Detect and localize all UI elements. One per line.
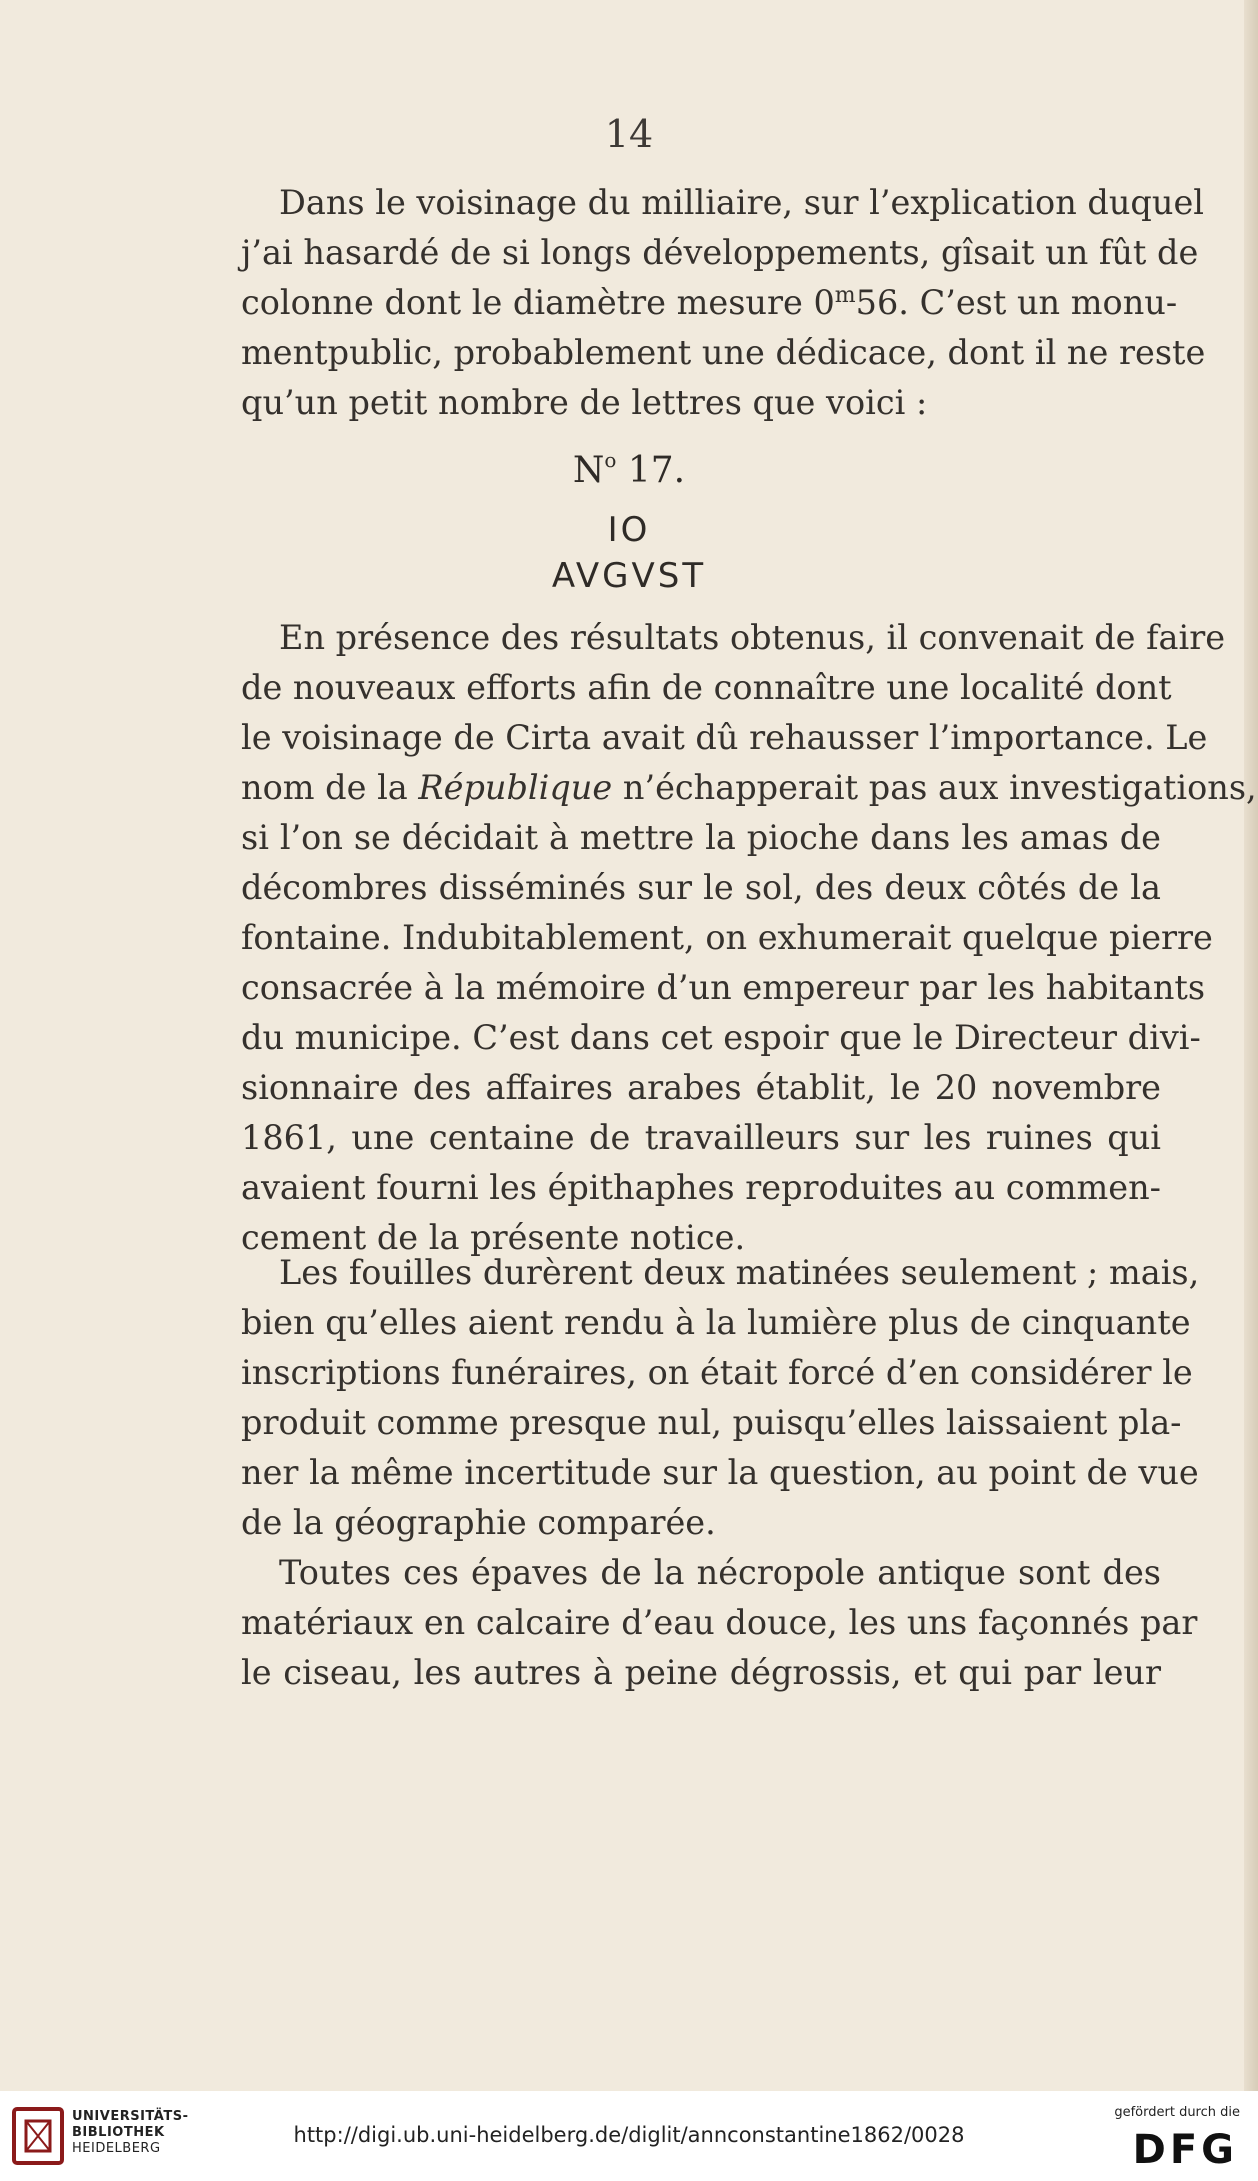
italic-republique: République (418, 768, 613, 807)
text-line: le ciseau, les autres à peine dégrossis, et qui par leur (241, 1653, 1161, 1692)
text-line: de nouveaux efforts afin de connaître une localité dont (241, 668, 1172, 707)
text-line: matériaux en calcaire d’eau douce, les uns façonnés par (241, 1603, 1198, 1642)
inscription-line-1: IO (607, 510, 651, 550)
paragraph-2 (241, 613, 1257, 1263)
viewer-footer (0, 2091, 1258, 2181)
text-line: cement de la présente notice. (241, 1218, 746, 1257)
text-line: ner la même incertitude sur la question, au point de vue (241, 1453, 1199, 1492)
text-line: mentpublic, probablement une dédicace, dont il ne reste (241, 333, 1206, 372)
text-line: nom de la République n’échapperait pas aux investigations, (241, 768, 1257, 807)
inscription-number: $N^o$ 17. (572, 448, 686, 491)
sponsor-label: gefördert durch die (1114, 2105, 1240, 2120)
text-line: avaient fourni les épithaphes reproduites au commen- (241, 1168, 1161, 1207)
text-line: colonne dont le diamètre mesure 0$^m$56. C’est un monu- (241, 282, 1178, 322)
text-line: Dans le voisinage du milliaire, sur l’explication duquel (279, 183, 1204, 222)
text-line: consacrée à la mémoire d’un empereur par les habitants (241, 968, 1206, 1007)
text-line: inscriptions funéraires, on était forcé d’en considérer le (241, 1353, 1193, 1392)
paragraph-4 (241, 1548, 1198, 1698)
text-line: j’ai hasardé de si longs développements, gîsait un fût de (241, 233, 1199, 272)
text-line: En présence des résultats obtenus, il convenait de faire (279, 618, 1226, 657)
page-edge-shadow (1244, 0, 1258, 2091)
text-line: qu’un petit nombre de lettres que voici : (241, 383, 928, 422)
text-line: de la géographie comparée. (241, 1503, 716, 1542)
text-line: Les fouilles durèrent deux matinées seulement ; mais, (279, 1253, 1200, 1292)
paragraph-1 (241, 178, 1206, 428)
text-line: fontaine. Indubitablement, on exhumerait quelque pierre (241, 918, 1213, 957)
inscription-line-2: AVGVST (551, 556, 707, 596)
paragraph-3 (241, 1248, 1200, 1548)
permalink-url[interactable]: http://digi.ub.uni-heidelberg.de/diglit/annconstantine1862/0028 (293, 2123, 965, 2147)
text-line: si l’on se décidait à mettre la pioche dans les amas de (241, 818, 1161, 857)
text-line: bien qu’elles aient rendu à la lumière plus de cinquante (241, 1303, 1191, 1342)
dfg-logo: DFG (1132, 2127, 1238, 2173)
text-line: décombres disséminés sur le sol, des deux côtés de la (241, 868, 1161, 907)
page-number: 14 (604, 112, 654, 156)
text-line: produit comme presque nul, puisqu’elles laissaient pla- (241, 1403, 1182, 1442)
text-line: le voisinage de Cirta avait dû rehausser l’importance. Le (241, 718, 1208, 757)
text-line: du municipe. C’est dans cet espoir que le Directeur divi- (241, 1018, 1201, 1057)
institution-name: UNIVERSITÄTS- BIBLIOTHEK HEIDELBERG (72, 2109, 189, 2156)
text-line: sionnaire des affaires arabes établit, le 20 novembre (241, 1068, 1161, 1107)
text-line: 1861, une centaine de travailleurs sur les ruines qui (241, 1118, 1161, 1157)
text-line: Toutes ces épaves de la nécropole antique sont des (279, 1553, 1161, 1592)
superscript-m: m (834, 282, 856, 308)
